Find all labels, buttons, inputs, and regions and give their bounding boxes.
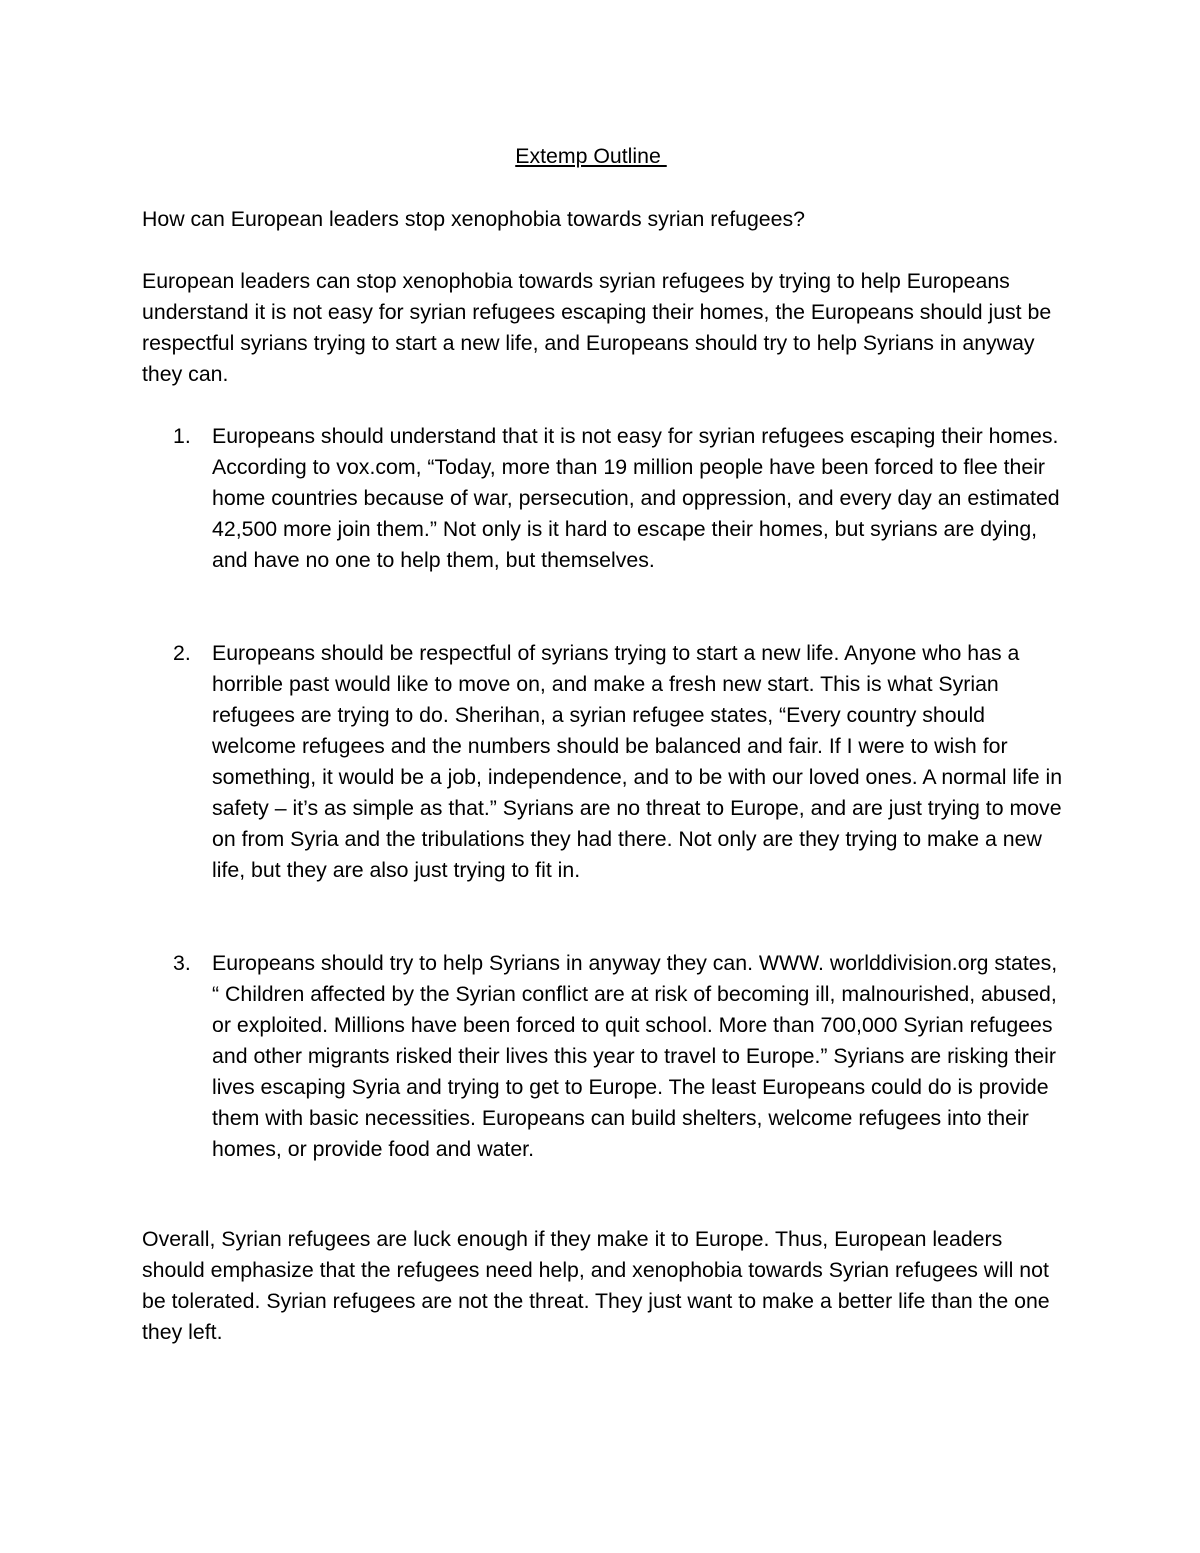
point-text: Europeans should try to help Syrians in anyway they can. WWW. worlddivision.org states, “ Children affected by the Syrian conflict are at risk of becoming ill, malnourished, abused, or exploited. Millions have been forced to quit school. More than 700,000 Syrian refugees and other migrants risked their lives this year to travel to Europe.” Syrians are risking their lives escaping Syria and trying to get to Europe. The least Europeans could do is provide them with basic necessities. Europeans can build shelters, welcome refugees into their homes, or provide food and water. — [212, 951, 1058, 1161]
outline-point-3 — [173, 948, 1063, 1165]
point-number: 2. — [173, 641, 191, 665]
outline-question: How can European leaders stop xenophobia towards syrian refugees? — [142, 207, 805, 231]
point-number: 3. — [173, 951, 191, 975]
conclusion-paragraph: Overall, Syrian refugees are luck enough if they make it to Europe. Thus, European leaders should emphasize that the refugees need help, and xenophobia towards Syrian refugees will not be tolerated. Syrian refugees are not the threat. They just want to make a better life than the one they left. — [142, 1227, 1050, 1344]
point-text: Europeans should be respectful of syrians trying to start a new life. Anyone who has a horrible past would like to move on, and make a fresh new start. This is what Syrian refugees are trying to do. Sherihan, a syrian refugee states, “Every country should welcome refugees and the numbers should be balanced and fair. If I were to wish for something, it would be a job, independence, and to be with our loved ones. A normal life in safety – it’s as simple as that.” Syrians are no threat to Europe, and are just trying to move on from Syria and the tribulations they had there. Not only are they trying to make a new life, but they are also just trying to fit in. — [212, 641, 1063, 882]
thesis-paragraph: European leaders can stop xenophobia towards syrian refugees by trying to help Europeans understand it is not easy for syrian refugees escaping their homes, the Europeans should just be respectful syrians trying to start a new life, and Europeans should try to help Syrians in anyway they can. — [142, 269, 1052, 386]
outline-point-1 — [173, 421, 1063, 576]
outline-point-2 — [173, 638, 1063, 886]
point-text: Europeans should understand that it is not easy for syrian refugees escaping their homes. According to vox.com, “Today, more than 19 million people have been forced to flee their home countries because of war, persecution, and oppression, and every day an estimated 42,500 more join them.” Not only is it hard to escape their homes, but syrians are dying, and have no one to help them, but themselves. — [212, 424, 1060, 572]
point-number: 1. — [173, 424, 191, 448]
document-title: Extemp Outline — [515, 144, 667, 168]
